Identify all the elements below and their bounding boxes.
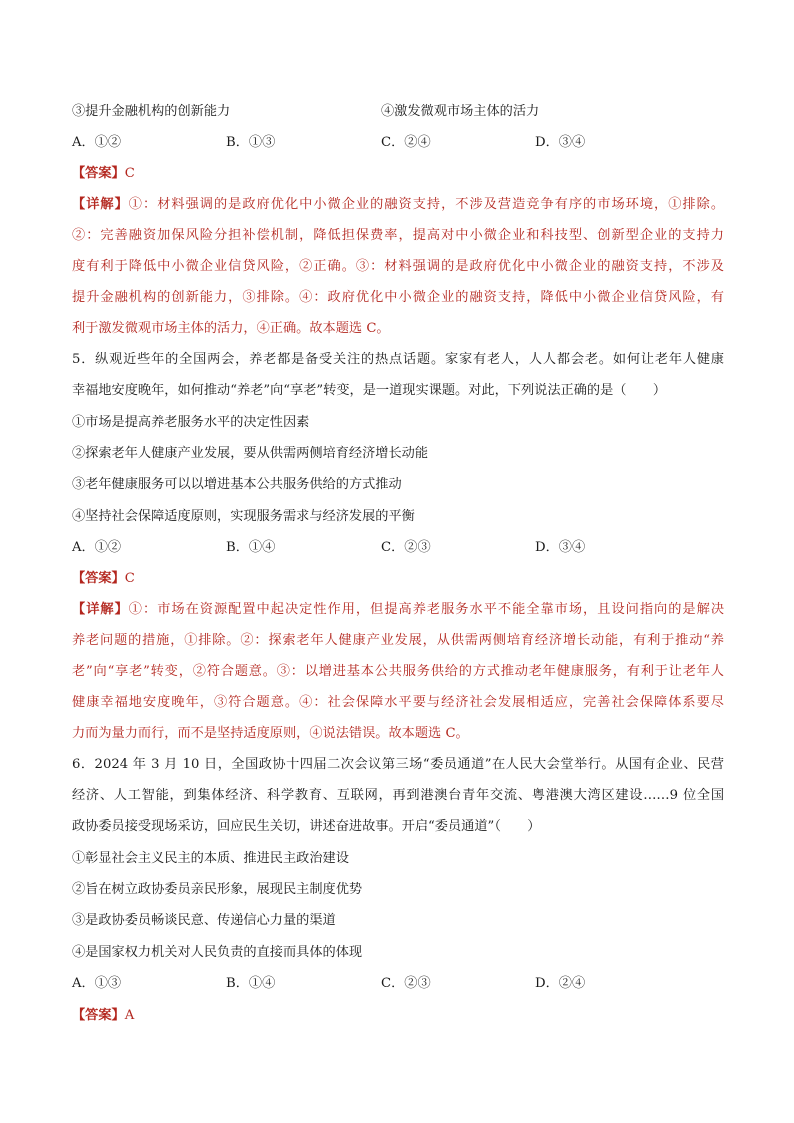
q5-choice-a: A．①② — [72, 540, 122, 555]
q6-answer — [72, 1006, 724, 1026]
q5-detail-line: 老”向“享老”转变，②符合题意。③：以增进基本公共服务供给的方式推动老年健康服务，有利于让老年人 — [72, 664, 724, 679]
q5-choice-d: D．③④ — [535, 540, 586, 555]
q5-stem-line: 幸福地安度晚年，如何推动“养老”向“享老”转变，是一道现实课题。对此，下列说法正确的是（ ） — [72, 383, 667, 398]
q6-option-1: ①彰显社会主义民主的本质、推进民主政治建设 — [72, 851, 349, 866]
q4-answer — [72, 164, 724, 184]
q4-choice-c: C．②④ — [381, 135, 431, 150]
q6-choice-d: D．②④ — [535, 976, 586, 991]
q6-stem-line: 经济、人工智能，到集体经济、科学教育、互联网，再到港澳台青年交流、粤港澳大湾区建设……9 位全国 — [72, 788, 725, 803]
q5-answer-value: C — [124, 571, 135, 586]
q4-detail-line: 提升金融机构的创新能力，③排除。④：政府优化中小微企业的融资支持，降低中小微企业信贷风险，有 — [72, 290, 724, 305]
q6-choice-a: A．①③ — [72, 976, 122, 991]
q5-option-1: ①市场是提高养老服务水平的决定性因素 — [72, 415, 310, 430]
q6-choice-b: B．①④ — [226, 976, 276, 991]
q6-stem-line: 6．2024 年 3 月 10 日，全国政协十四届二次会议第三场“委员通道”在人民大会堂举行。从国有企业、民营 — [72, 757, 724, 772]
q5-choice-b: B．①④ — [226, 540, 276, 555]
q5-detail-line: 健康幸福地安度晚年，③符合题意。④：社会保障水平要与经济社会发展相适应，完善社会保障体系要尽 — [72, 695, 724, 710]
q6-answer-label: 【答案】 — [72, 1008, 125, 1023]
q4-detail-line: ②：完善融资加保风险分担补偿机制，降低担保费率，提高对中小微企业和科技型、创新型企业的支持力 — [72, 228, 724, 243]
q5-detail-line — [72, 600, 724, 620]
q6-option-4: ④是国家权力机关对人民负责的直接而具体的体现 — [72, 945, 363, 960]
q5-stem-line: 5．纵观近些年的全国两会，养老都是备受关注的热点话题。家家有老人，人人都会老。如何让老年人健康 — [72, 352, 724, 367]
q4-choice-d: D．③④ — [535, 135, 586, 150]
q6-stem-line: 政协委员接受现场采访，回应民生关切，讲述奋进故事。开启“委员通道”（ ） — [72, 819, 541, 834]
q5-detail-text: ①：市场在资源配置中起决定性作用，但提高养老服务水平不能全靠市场，且设问指向的是解决 — [128, 602, 725, 617]
q4-answer-label: 【答案】 — [72, 166, 125, 181]
q5-choice-c: C．②③ — [381, 540, 431, 555]
q5-detail-label: 【详解】 — [72, 602, 129, 617]
q5-answer — [72, 569, 724, 589]
q5-option-3: ③老年健康服务可以以增进基本公共服务供给的方式推动 — [72, 477, 402, 492]
q6-answer-value: A — [124, 1008, 135, 1023]
q4-detail-line — [72, 195, 724, 215]
q6-option-3: ③是政协委员畅谈民意、传递信心力量的渠道 — [72, 913, 336, 928]
q4-detail-text: ①：材料强调的是政府优化中小微企业的融资支持，不涉及营造竞争有序的市场环境，①排除。 — [128, 197, 725, 212]
q5-detail-line: 力而为量力而行，而不是坚持适度原则，④说法错误。故本题选 C。 — [72, 726, 469, 741]
q4-option-4: ④激发微观市场主体的活力 — [381, 104, 540, 119]
q4-detail-label: 【详解】 — [72, 197, 129, 212]
q4-detail-line: 利于激发微观市场主体的活力，④正确。故本题选 C。 — [72, 321, 390, 336]
q4-choice-a: A．①② — [72, 135, 122, 150]
q6-option-2: ②旨在树立政协委员亲民形象，展现民主制度优势 — [72, 882, 363, 897]
q5-detail-line: 养老问题的措施，①排除。②：探索老年人健康产业发展，从供需两侧培育经济增长动能，有利于推动“养 — [72, 633, 724, 648]
q5-answer-label: 【答案】 — [72, 571, 125, 586]
q5-option-4: ④坚持社会保障适度原则，实现服务需求与经济发展的平衡 — [72, 509, 415, 524]
q6-choice-c: C．②③ — [381, 976, 431, 991]
q4-detail-line: 度有利于降低中小微企业信贷风险，②正确。③：材料强调的是政府优化中小微企业的融资支持，不涉及 — [72, 259, 724, 274]
q4-choice-b: B．①③ — [226, 135, 276, 150]
q4-option-3: ③提升金融机构的创新能力 — [72, 104, 231, 119]
q5-option-2: ②探索老年人健康产业发展，要从供需两侧培育经济增长动能 — [72, 446, 429, 461]
q4-answer-value: C — [124, 166, 135, 181]
